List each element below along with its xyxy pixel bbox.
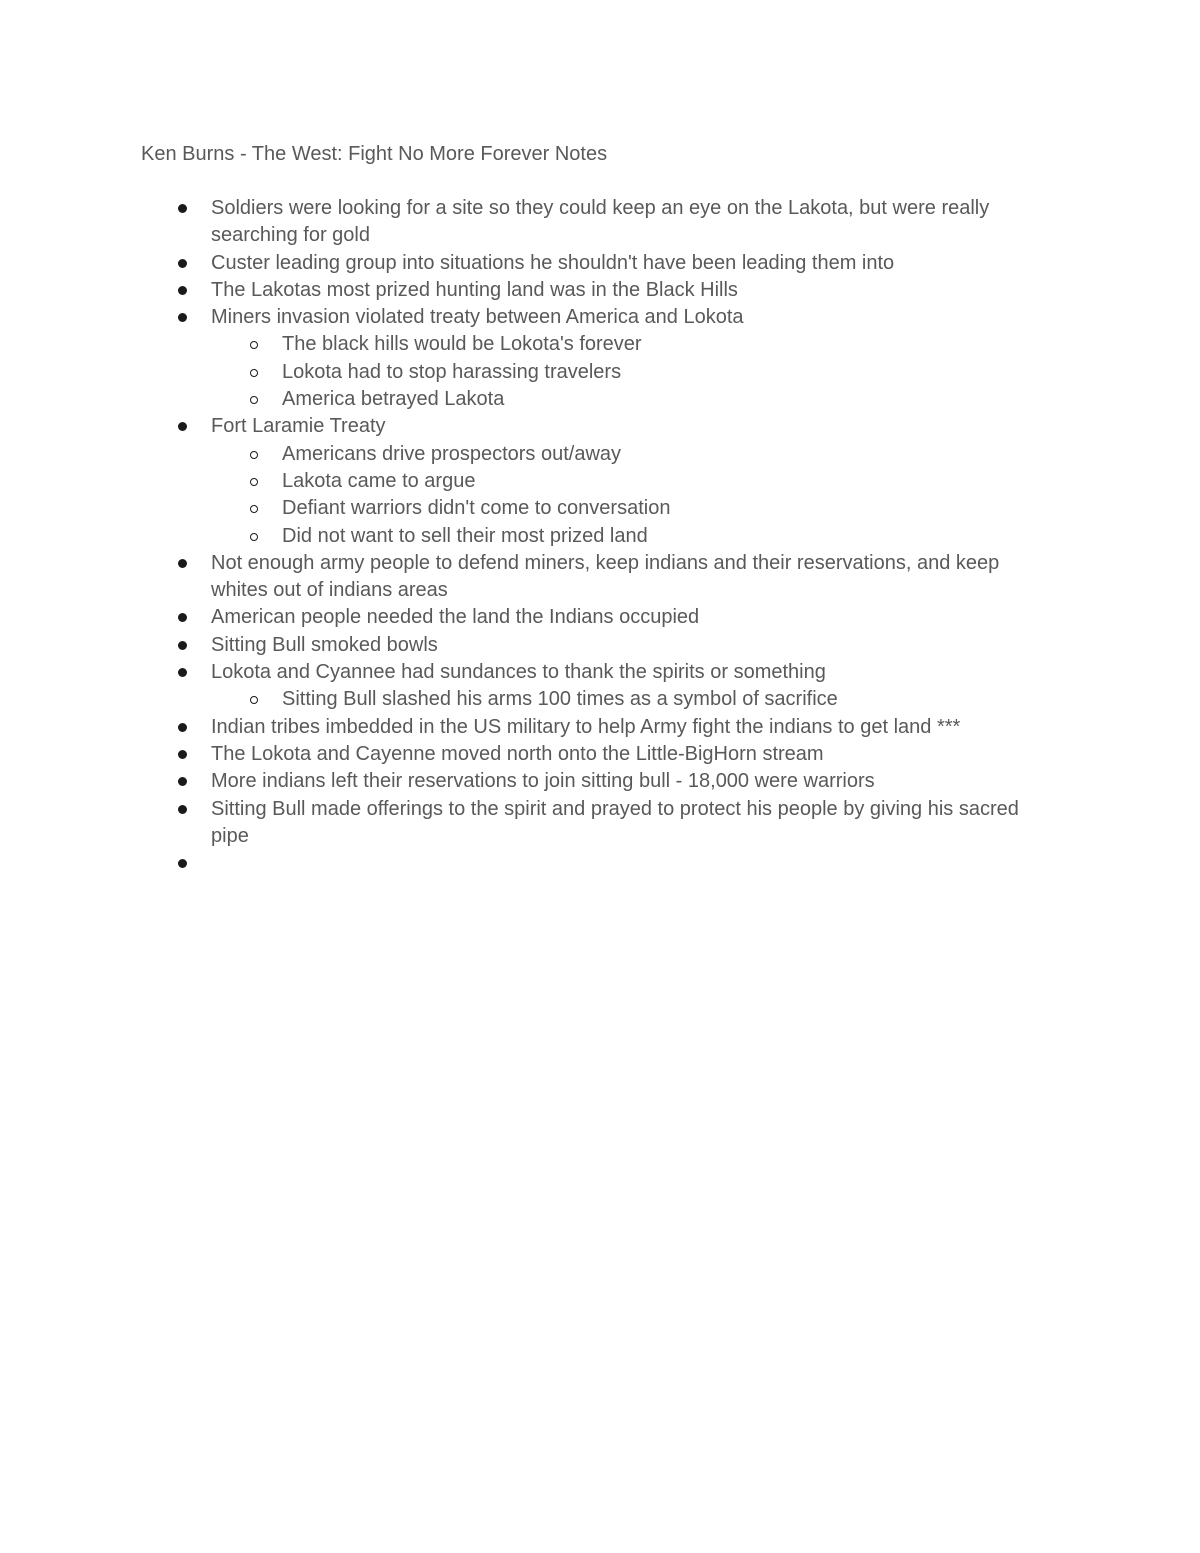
bullet-icon	[178, 559, 187, 568]
hollow-bullet-icon	[250, 451, 258, 459]
bullet-icon	[178, 422, 187, 431]
bullet-icon	[178, 750, 187, 759]
list-item	[0, 277, 1051, 304]
bullet-icon	[178, 204, 187, 213]
list-item	[0, 768, 1051, 795]
hollow-bullet-icon	[250, 478, 258, 486]
list-item-text: More indians left their reservations to join sitting bull - 18,000 were warriors	[211, 770, 875, 793]
sub-list-item	[0, 331, 1052, 358]
document-title: Ken Burns - The West: Fight No More Forever Notes	[141, 143, 608, 165]
list-item	[0, 250, 1051, 277]
bullet-icon	[178, 641, 187, 650]
list-item-text: Not enough army people to defend miners, keep indians and their reservations, and keep whites out of indians areas	[211, 551, 1000, 602]
list-item-text: The Lokota and Cayenne moved north onto the Little-BigHorn stream	[211, 742, 824, 765]
bullet-icon	[178, 777, 187, 786]
sub-list-item	[0, 523, 1052, 550]
sub-list-item	[0, 441, 1052, 468]
list-item-text: Custer leading group into situations he shouldn't have been leading them into	[211, 251, 895, 274]
bullet-icon	[178, 613, 187, 622]
hollow-bullet-icon	[250, 396, 258, 404]
list-item-text: Sitting Bull slashed his arms 100 times as a symbol of sacrifice	[282, 688, 838, 711]
notes-list	[0, 195, 1200, 886]
list-item-text: Fort Laramie Treaty	[211, 415, 386, 438]
list-item-text: Lokota and Cyannee had sundances to thank the spirits or something	[211, 661, 826, 684]
list-item-text: The Lakotas most prized hunting land was in the Black Hills	[211, 278, 738, 301]
hollow-bullet-icon	[250, 533, 258, 541]
bullet-icon	[178, 313, 187, 322]
bullet-icon	[178, 805, 187, 814]
list-item	[0, 304, 1051, 331]
list-item	[0, 796, 1051, 851]
list-item	[0, 714, 1051, 741]
sub-list-item	[0, 686, 1052, 713]
list-item-text: Sitting Bull made offerings to the spirit and prayed to protect his people by giving his sacred pipe	[211, 797, 1019, 847]
list-item	[0, 604, 1051, 631]
list-item-text: Lokota had to stop harassing travelers	[282, 360, 622, 383]
sub-list-item	[0, 495, 1052, 522]
list-item	[0, 659, 1051, 686]
list-item-text: America betrayed Lakota	[282, 388, 505, 411]
list-item-text: The black hills would be Lokota's forever	[282, 333, 642, 356]
hollow-bullet-icon	[250, 341, 258, 349]
list-item-text: Did not want to sell their most prized land	[282, 524, 648, 547]
bullet-icon	[178, 859, 187, 868]
bullet-icon	[178, 286, 187, 295]
sub-list-item	[0, 468, 1052, 495]
list-item	[0, 195, 1051, 250]
list-item-text: American people needed the land the Indians occupied	[211, 606, 700, 629]
list-item-text: Americans drive prospectors out/away	[282, 442, 622, 465]
sub-list-item	[0, 359, 1052, 386]
list-item	[0, 741, 1051, 768]
hollow-bullet-icon	[250, 696, 258, 704]
list-item-text: Soldiers were looking for a site so they could keep an eye on the Lakota, but were really searching for gold	[211, 197, 990, 247]
bullet-icon	[178, 723, 187, 732]
list-item-text: Indian tribes imbedded in the US military to help Army fight the indians to get land ***	[211, 715, 961, 738]
sub-list-item	[0, 386, 1052, 413]
list-item	[0, 413, 1051, 440]
list-item-text: Sitting Bull smoked bowls	[211, 633, 438, 656]
list-item	[0, 550, 1051, 605]
empty-list-item	[0, 850, 1051, 886]
list-item	[0, 632, 1051, 659]
hollow-bullet-icon	[250, 369, 258, 377]
hollow-bullet-icon	[250, 505, 258, 513]
list-item-text: Miners invasion violated treaty between America and Lokota	[211, 306, 744, 329]
list-item-text: Lakota came to argue	[282, 469, 476, 492]
bullet-icon	[178, 668, 187, 677]
list-item-text: Defiant warriors didn't come to conversation	[282, 497, 671, 520]
bullet-icon	[178, 259, 187, 268]
